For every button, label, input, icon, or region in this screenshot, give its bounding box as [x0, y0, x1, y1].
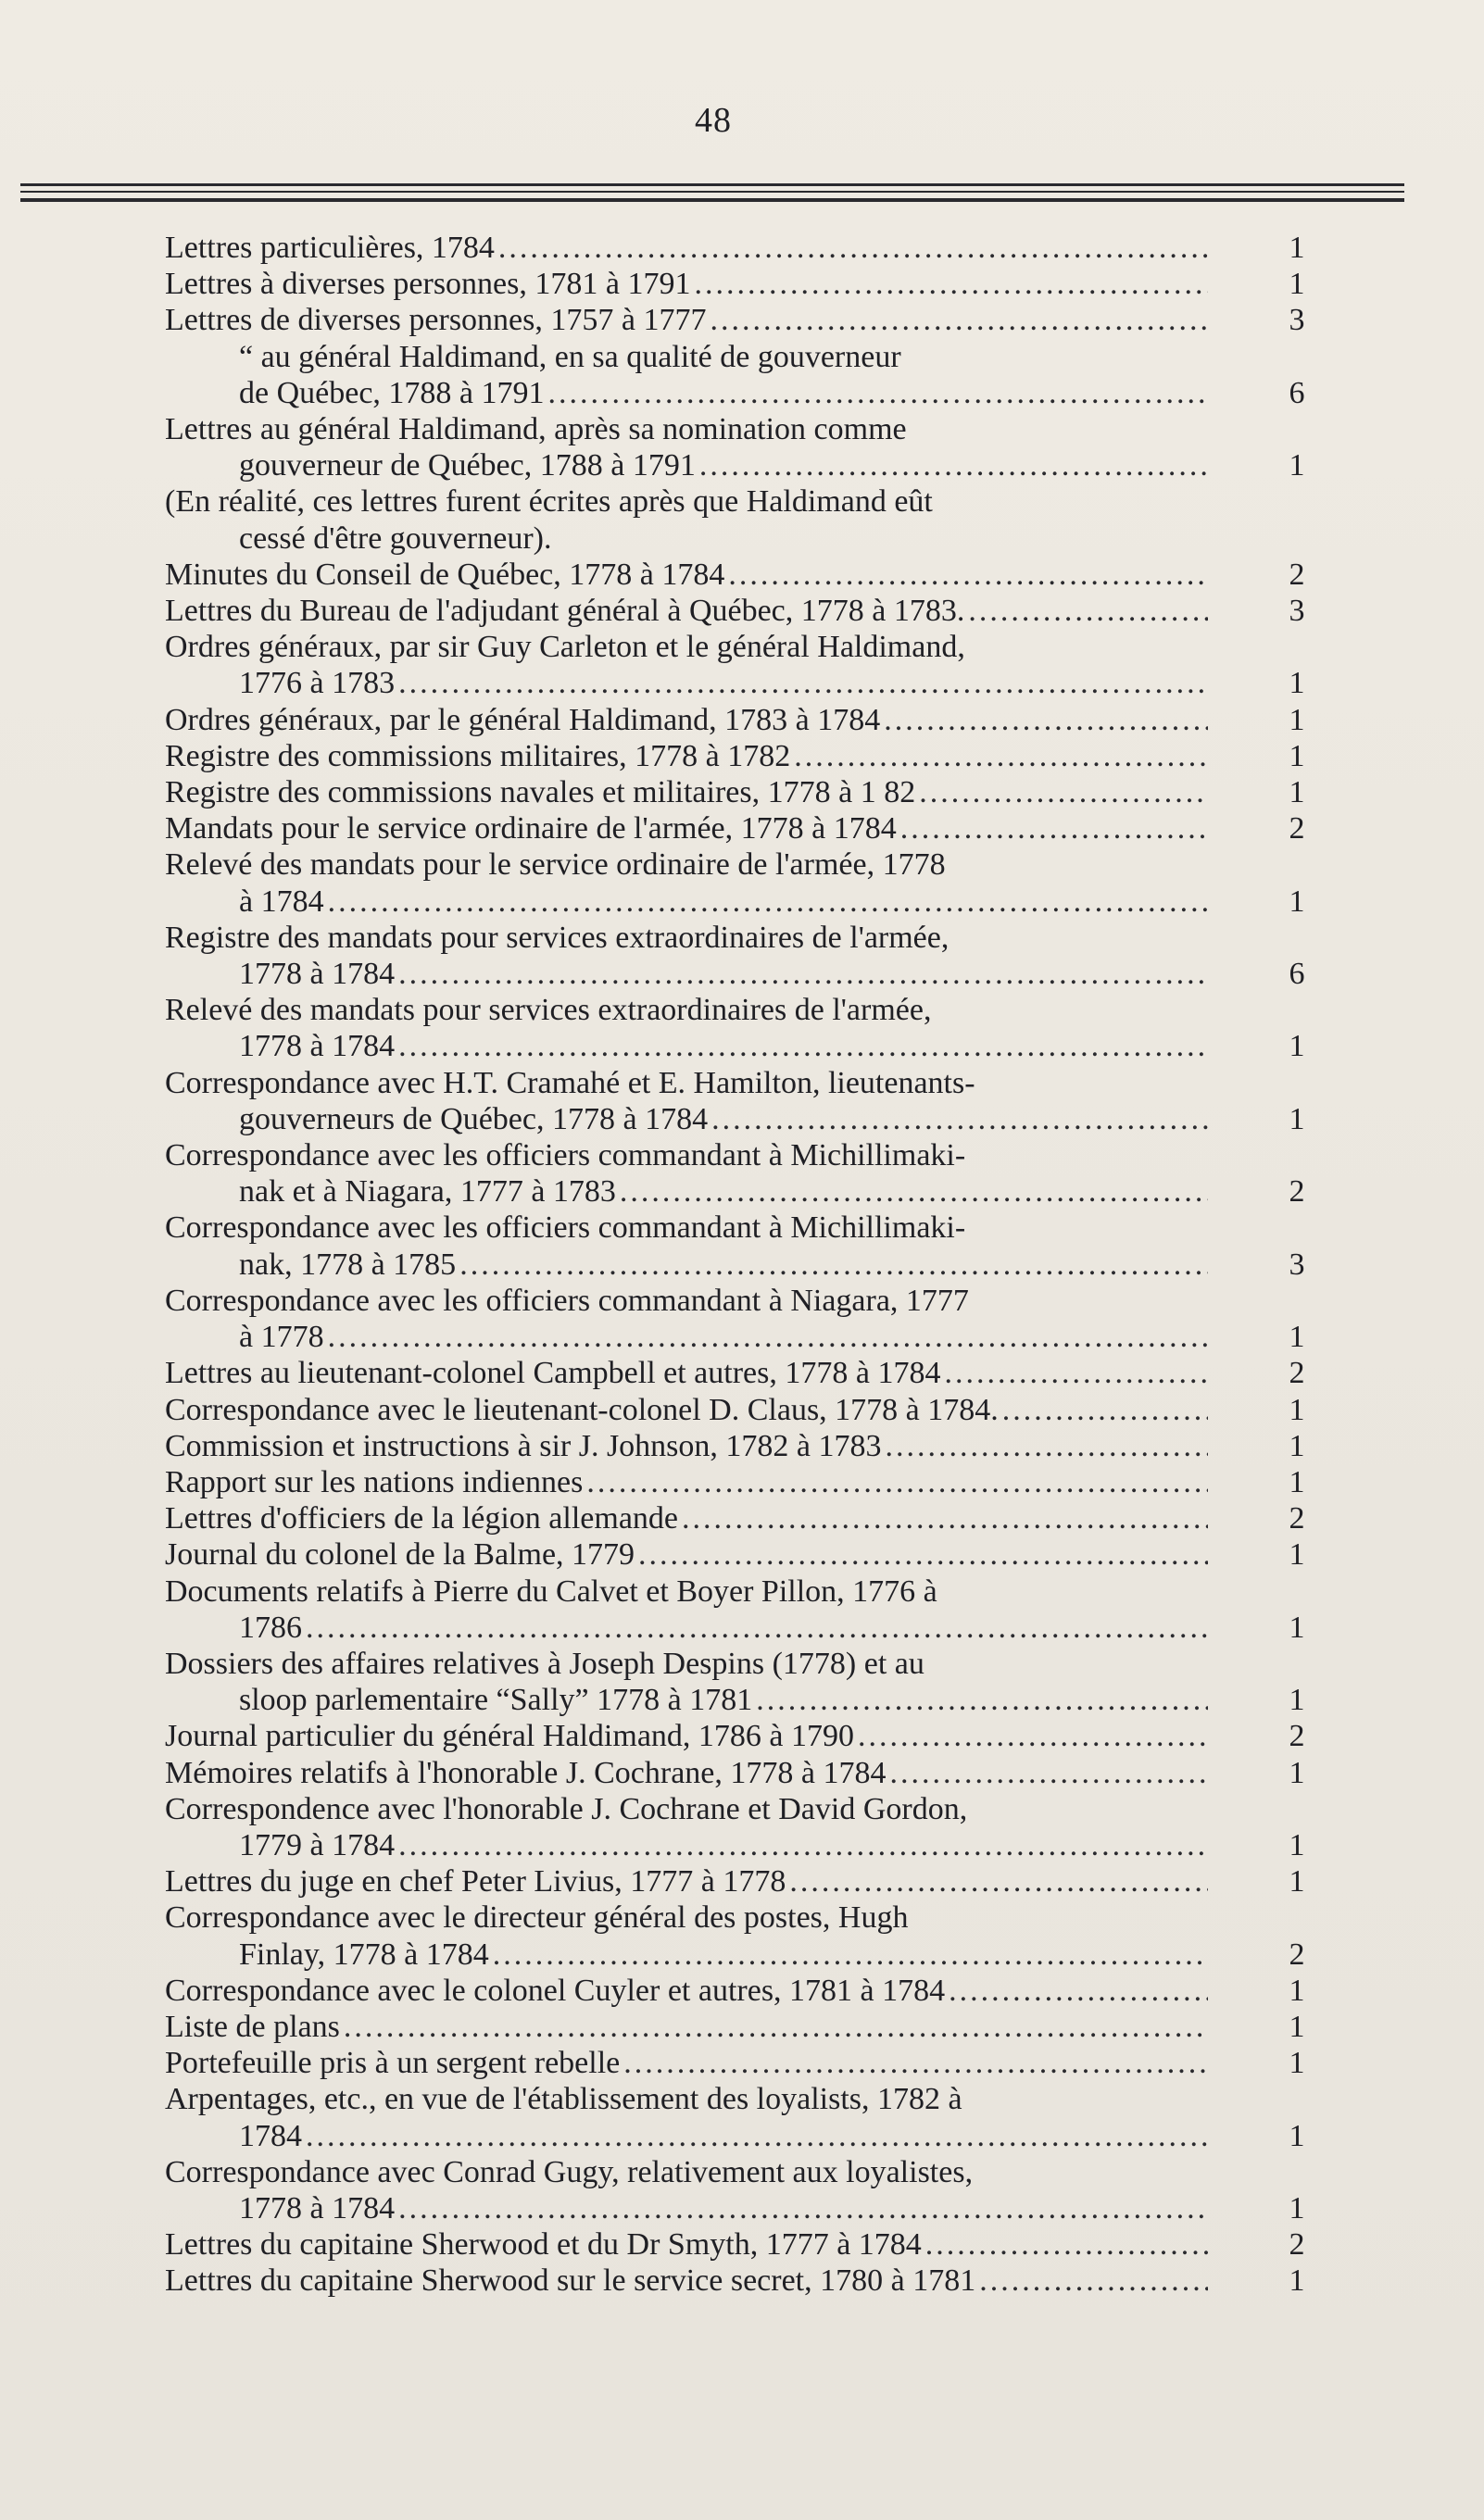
- dot-leader: [398, 2190, 1208, 2226]
- entry-text: sloop parlementaire “Sally” 1778 à 1781: [239, 1683, 753, 1718]
- list-item: [165, 302, 1305, 338]
- volume-count: 1: [1289, 1683, 1305, 1718]
- list-item: [165, 920, 1305, 992]
- entry-text: Journal particulier du général Haldimand, 1786 à 1790: [165, 1719, 854, 1754]
- entry-text: 1786: [239, 1610, 302, 1645]
- entry-text: Journal du colonel de la Balme, 1779: [165, 1537, 635, 1573]
- dot-leader: [328, 1319, 1208, 1355]
- list-item: [165, 846, 1305, 919]
- volume-count: 1: [1289, 1392, 1305, 1427]
- list-item: [165, 1755, 1305, 1791]
- volume-count: 2: [1289, 557, 1305, 592]
- volume-count: 2: [1289, 1937, 1305, 1972]
- dot-leader: [858, 1718, 1208, 1754]
- list-item: [165, 1573, 1305, 1646]
- entry-text: Finlay, 1778 à 1784: [239, 1937, 489, 1972]
- dot-leader: [756, 1682, 1208, 1718]
- entry-text: “ au général Haldimand, en sa qualité de gouverneur: [239, 339, 901, 374]
- entry-text: Lettres d'officiers de la légion allemande: [165, 1501, 678, 1536]
- entry-text: Correspondance avec les officiers commandant à Niagara, 1777: [165, 1283, 969, 1318]
- list-item: [165, 1065, 1305, 1137]
- dot-leader: [493, 1937, 1208, 1973]
- dot-leader: [586, 1464, 1208, 1500]
- entry-text: Lettres particulières, 1784: [165, 231, 495, 265]
- entry-text: Relevé des mandats pour le service ordinaire de l'armée, 1778: [165, 847, 946, 883]
- entry-text: cessé d'être gouverneur).: [239, 520, 552, 556]
- dot-leader: [886, 1428, 1209, 1464]
- entry-text: Correspondance avec le lieutenant-colonel D. Claus, 1778 à 1784.: [165, 1392, 999, 1427]
- volume-count: 1: [1289, 1610, 1305, 1645]
- volume-count: 1: [1289, 884, 1305, 919]
- entry-text: Minutes du Conseil de Québec, 1778 à 1784: [165, 557, 725, 592]
- dot-leader: [979, 2263, 1208, 2299]
- dot-leader: [306, 1610, 1208, 1646]
- entry-text: Lettres du Bureau de l'adjudant général à Québec, 1778 à 1783.: [165, 594, 965, 629]
- dot-leader: [711, 1101, 1208, 1137]
- list-item: [165, 2009, 1305, 2045]
- entry-text: (En réalité, ces lettres furent écrites après que Haldimand eût: [165, 484, 933, 520]
- volume-count: 1: [1289, 1101, 1305, 1136]
- volume-count: 1: [1289, 738, 1305, 773]
- entry-text: à 1778: [239, 1320, 324, 1355]
- entry-text: Correspondance avec H.T. Cramahé et E. Hamilton, lieutenants-: [165, 1065, 975, 1100]
- list-item: [165, 1210, 1305, 1282]
- dot-leader: [925, 2226, 1208, 2263]
- entry-text: 1784: [239, 2118, 302, 2153]
- list-item: [165, 2081, 1305, 2153]
- volume-count: 1: [1289, 1755, 1305, 1790]
- volume-count: 1: [1289, 231, 1305, 265]
- entry-text: Arpentages, etc., en vue de l'établissement des loyalists, 1782 à: [165, 2082, 962, 2117]
- list-item: [165, 2263, 1305, 2299]
- entry-text: Lettres du capitaine Sherwood et du Dr Smyth, 1777 à 1784: [165, 2227, 922, 2263]
- entry-text: Registre des commissions militaires, 1778 à 1782: [165, 738, 791, 773]
- dot-leader: [638, 1536, 1208, 1573]
- volume-count: 1: [1289, 2118, 1305, 2153]
- list-item: [165, 774, 1305, 810]
- entry-text: Commission et instructions à sir J. Johnson, 1782 à 1783: [165, 1428, 882, 1463]
- entry-text: à 1784: [239, 884, 324, 919]
- volume-count: 2: [1289, 1174, 1305, 1210]
- dot-leader: [682, 1500, 1208, 1536]
- volume-count: 1: [1289, 1864, 1305, 1899]
- dot-leader: [398, 1028, 1208, 1064]
- list-item: [165, 1355, 1305, 1391]
- list-item: [165, 339, 1305, 411]
- entry-text: Portefeuille pris à un sergent rebelle: [165, 2046, 621, 2081]
- volume-count: 2: [1289, 1356, 1305, 1391]
- entry-text: 1778 à 1784: [239, 1029, 396, 1064]
- list-item: [165, 1791, 1305, 1863]
- dot-leader: [398, 665, 1208, 701]
- volume-count: 1: [1289, 2046, 1305, 2081]
- entry-text: Registre des mandats pour services extraordinaires de l'armée,: [165, 920, 950, 955]
- volume-count: 3: [1289, 303, 1305, 338]
- list-item: [165, 738, 1305, 774]
- list-item: [165, 2045, 1305, 2081]
- volume-count: 1: [1289, 1973, 1305, 2008]
- dot-leader: [900, 810, 1208, 846]
- entry-text: Correspondence avec l'honorable J. Cochrane et David Gordon,: [165, 1791, 968, 1826]
- dot-leader: [398, 956, 1208, 992]
- entry-text: Liste de plans: [165, 2009, 340, 2044]
- dot-leader: [728, 557, 1208, 593]
- entry-text: 1778 à 1784: [239, 2190, 396, 2225]
- list-item: [165, 1899, 1305, 1972]
- entry-text: 1778 à 1784: [239, 957, 396, 992]
- list-item: [165, 266, 1305, 302]
- entry-text: Correspondance avec le directeur général des postes, Hugh: [165, 1900, 909, 1936]
- volume-count: 1: [1289, 1827, 1305, 1862]
- entry-text: Correspondance avec les officiers commandant à Michillimaki-: [165, 1210, 966, 1246]
- volume-count: 3: [1289, 594, 1305, 629]
- list-item: [165, 1464, 1305, 1500]
- entry-text: Relevé des mandats pour services extraordinaires de l'armée,: [165, 993, 932, 1028]
- volume-count: 1: [1289, 775, 1305, 810]
- entry-text: de Québec, 1788 à 1791: [239, 375, 545, 410]
- dot-leader: [949, 1973, 1208, 2009]
- entry-text: gouverneurs de Québec, 1778 à 1784: [239, 1101, 709, 1136]
- volume-count: 3: [1289, 1247, 1305, 1282]
- list-item: [165, 2226, 1305, 2263]
- volume-count: 1: [1289, 1464, 1305, 1499]
- page-number: 48: [695, 101, 732, 140]
- volume-count: 2: [1289, 1719, 1305, 1754]
- list-item: [165, 810, 1305, 846]
- entry-text: Lettres à diverses personnes, 1781 à 1791: [165, 267, 691, 302]
- list-item: [165, 1718, 1305, 1754]
- volume-count: 1: [1289, 2263, 1305, 2299]
- list-item: [165, 593, 1305, 629]
- volume-count: 1: [1289, 1029, 1305, 1064]
- header-rule-middle: [20, 191, 1404, 193]
- list-item: [165, 1283, 1305, 1355]
- volume-count: 1: [1289, 1428, 1305, 1463]
- dot-leader: [548, 375, 1208, 411]
- volume-count: 1: [1289, 1537, 1305, 1573]
- entry-text: Dossiers des affaires relatives à Joseph Despins (1778) et au: [165, 1646, 924, 1681]
- entry-text: Correspondance avec les officiers commandant à Michillimaki-: [165, 1138, 966, 1173]
- list-item: [165, 1973, 1305, 2009]
- entry-text: Rapport sur les nations indiennes: [165, 1464, 584, 1499]
- dot-leader: [884, 702, 1208, 738]
- dot-leader: [789, 1863, 1208, 1899]
- dot-leader: [710, 302, 1208, 338]
- list-item: [165, 557, 1305, 593]
- volume-count: 1: [1289, 2190, 1305, 2225]
- dot-leader: [919, 774, 1208, 810]
- list-item: [165, 2154, 1305, 2226]
- list-item: [165, 992, 1305, 1064]
- dot-leader: [968, 593, 1208, 629]
- list-item: [165, 1428, 1305, 1464]
- volume-count: 1: [1289, 1320, 1305, 1355]
- entry-text: Mandats pour le service ordinaire de l'armée, 1778 à 1784: [165, 811, 897, 846]
- entry-text: Lettres au général Haldimand, après sa nomination comme: [165, 412, 907, 447]
- entry-text: Ordres généraux, par le général Haldimand, 1783 à 1784: [165, 702, 881, 737]
- list-item: [165, 629, 1305, 701]
- entry-text: Registre des commissions navales et militaires, 1778 à 1 82: [165, 775, 916, 810]
- list-item: [165, 1646, 1305, 1718]
- entry-text: Lettres du juge en chef Peter Livius, 1777 à 1778: [165, 1864, 786, 1899]
- volume-count: 6: [1289, 375, 1305, 410]
- entry-text: nak, 1778 à 1785: [239, 1247, 457, 1282]
- list-item: [165, 1137, 1305, 1210]
- volume-count: 2: [1289, 1501, 1305, 1536]
- entry-text: gouverneur de Québec, 1788 à 1791: [239, 448, 696, 483]
- volume-count: 1: [1289, 2009, 1305, 2044]
- list-item: [165, 230, 1305, 266]
- dot-leader: [620, 1173, 1208, 1210]
- entry-text: Mémoires relatifs à l'honorable J. Cochrane, 1778 à 1784: [165, 1755, 887, 1790]
- dot-leader: [344, 2009, 1208, 2045]
- dot-leader: [794, 738, 1208, 774]
- entry-text: Lettres au lieutenant-colonel Campbell et autres, 1778 à 1784: [165, 1356, 941, 1391]
- dot-leader: [459, 1247, 1208, 1283]
- dot-leader: [328, 884, 1208, 920]
- volume-count: 1: [1289, 666, 1305, 701]
- volume-count: 1: [1289, 702, 1305, 737]
- entry-text: Lettres de diverses personnes, 1757 à 1777: [165, 303, 707, 338]
- entry-text: nak et à Niagara, 1777 à 1783: [239, 1174, 616, 1210]
- dot-leader: [1002, 1392, 1208, 1428]
- dot-leader: [699, 447, 1208, 483]
- list-item: [165, 483, 1276, 556]
- entry-text: Ordres généraux, par sir Guy Carleton et le général Haldimand,: [165, 630, 965, 665]
- dot-leader: [623, 2045, 1208, 2081]
- entry-text: Lettres du capitaine Sherwood sur le service secret, 1780 à 1781: [165, 2263, 976, 2299]
- entry-text: 1779 à 1784: [239, 1827, 396, 1862]
- list-item: [165, 1863, 1305, 1899]
- volume-count: 2: [1289, 811, 1305, 846]
- dot-leader: [694, 266, 1208, 302]
- entry-text: Documents relatifs à Pierre du Calvet et Boyer Pillon, 1776 à: [165, 1573, 937, 1609]
- volume-count: 2: [1289, 2227, 1305, 2263]
- entry-text: Correspondance avec le colonel Cuyler et autres, 1781 à 1784: [165, 1973, 946, 2008]
- dot-leader: [306, 2118, 1208, 2154]
- list-item: [165, 702, 1305, 738]
- dot-leader: [944, 1355, 1208, 1391]
- entry-text: Correspondance avec Conrad Gugy, relativement aux loyalistes,: [165, 2154, 974, 2189]
- volume-count: 1: [1289, 448, 1305, 483]
- dot-leader: [498, 230, 1208, 266]
- dot-leader: [889, 1755, 1208, 1791]
- header-rule-top: [20, 183, 1404, 186]
- entry-text: 1776 à 1783: [239, 666, 396, 701]
- volume-count: 6: [1289, 957, 1305, 992]
- dot-leader: [398, 1827, 1208, 1863]
- list-item: [165, 1392, 1305, 1428]
- list-item: [165, 411, 1305, 483]
- entries-list: [165, 230, 1305, 2300]
- list-item: [165, 1536, 1305, 1573]
- list-item: [165, 1500, 1305, 1536]
- header-rule-bottom: [20, 198, 1404, 202]
- volume-count: 1: [1289, 267, 1305, 302]
